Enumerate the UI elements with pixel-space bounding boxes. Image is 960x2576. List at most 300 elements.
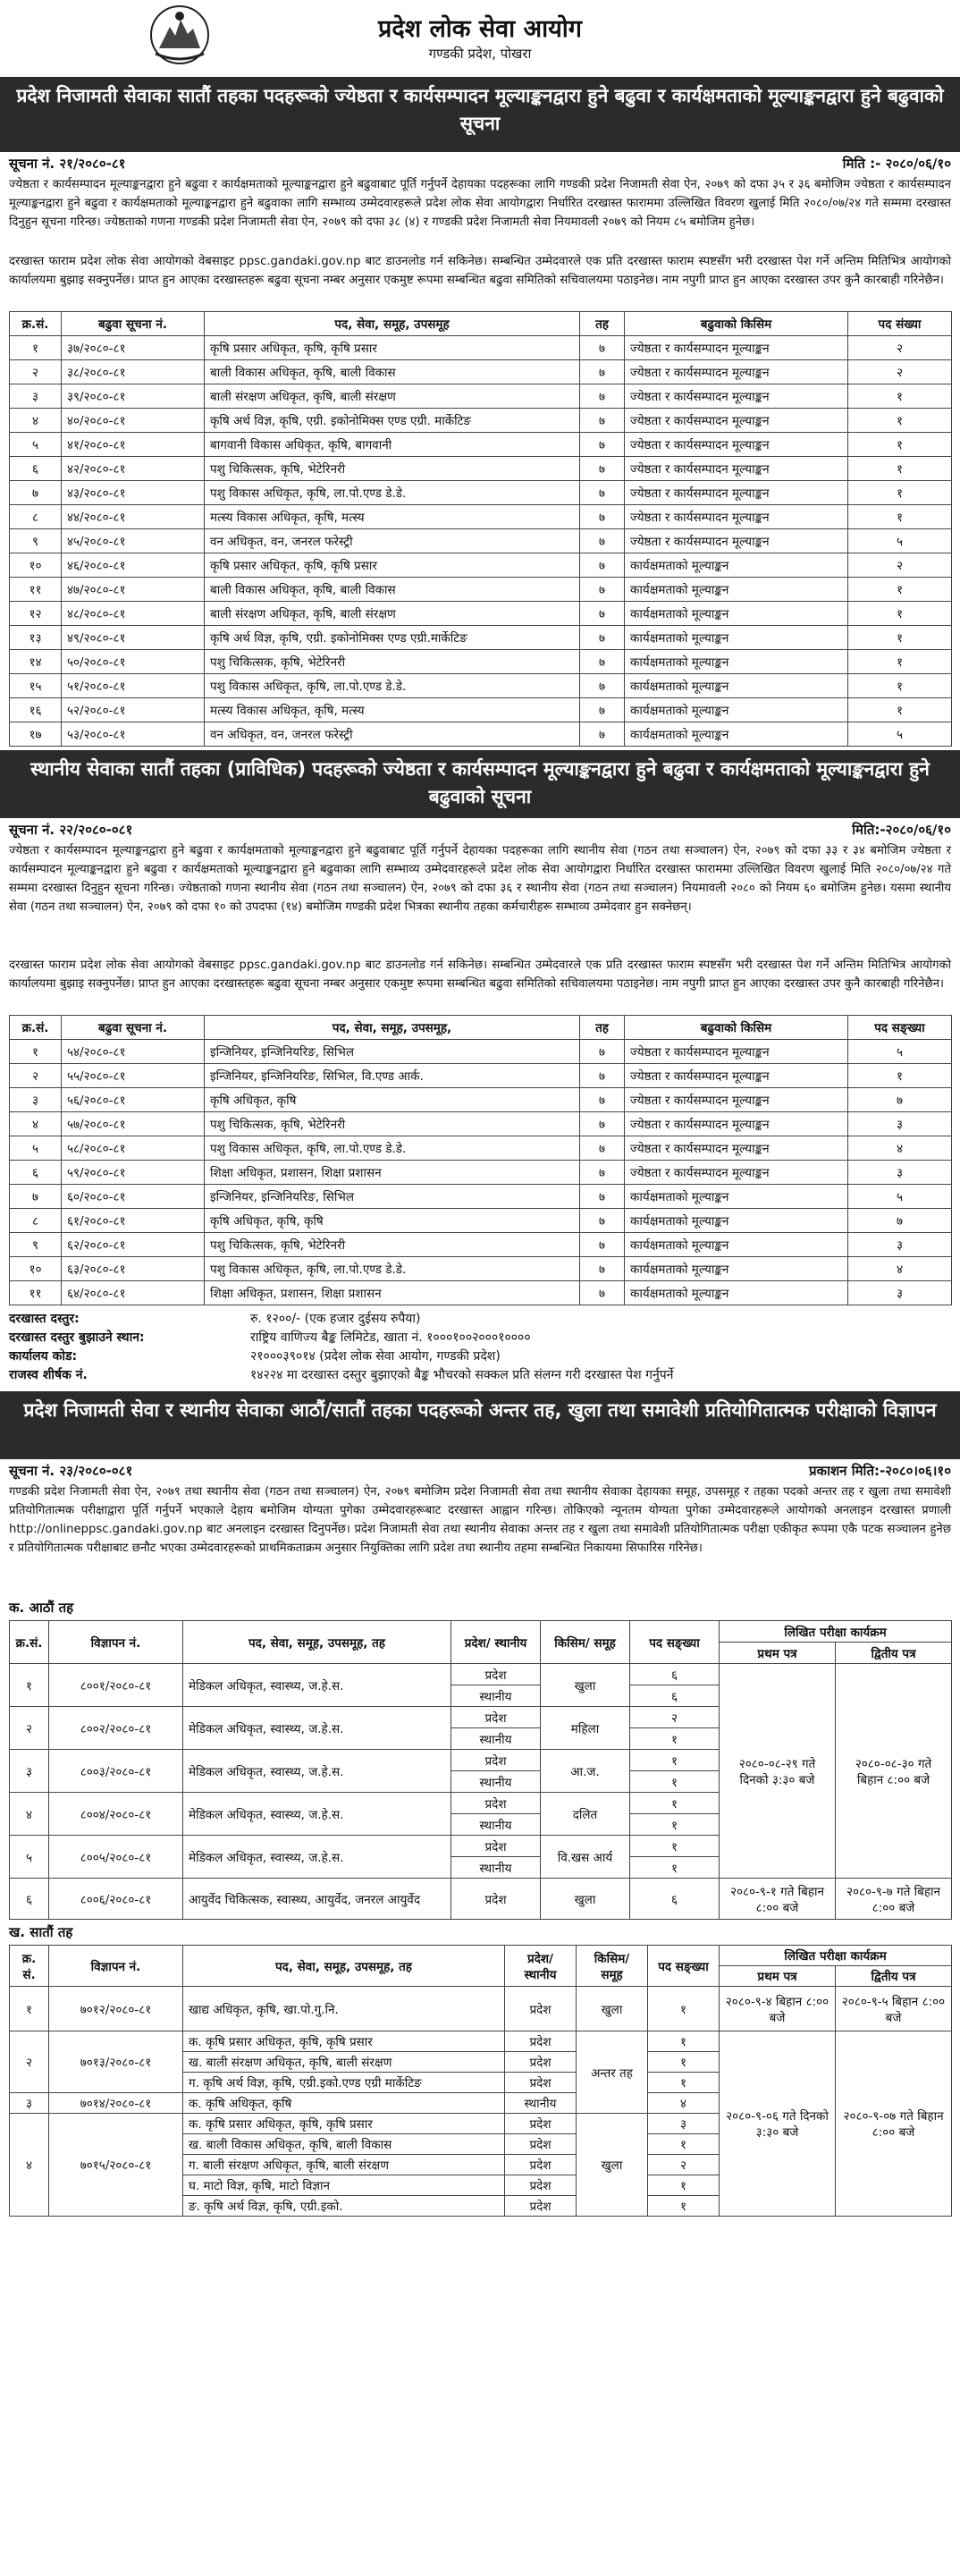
table-cell: २ [10, 1707, 49, 1750]
table-cell: ७०१५/२०८०-८१ [49, 2114, 183, 2217]
table-cell: ज्येष्ठता र कार्यसम्पादन मूल्याङ्कन [625, 433, 848, 457]
table-cell: ४ [10, 2114, 49, 2217]
table-cell: ८००१/२०८०-८१ [49, 1664, 183, 1707]
col-ad-no: विज्ञापन नं. [49, 1946, 183, 1987]
exam-second-paper: २०८०-९-५ बिहान ८:०० बजे [836, 1987, 952, 2031]
table-cell: आ.ज. [541, 1750, 630, 1793]
table-cell: ६३/२०८०-८१ [62, 1257, 205, 1281]
table-cell: क. कृषि अधिकृत, कृषि [183, 2093, 505, 2114]
table-cell: ५ [848, 722, 952, 747]
table-row [10, 1257, 952, 1281]
table-cell: पशु चिकित्सक, कृषि, भेटेरिनरी [205, 457, 580, 481]
table-cell: ९ [10, 529, 62, 553]
notice1-table [9, 311, 952, 747]
table-cell: कार्यक्षमताको मूल्याङ्कन [625, 722, 848, 747]
table-cell: वन अधिकृत, वन, जनरल फरेस्ट्री [205, 722, 580, 747]
table-cell: कार्यक्षमताको मूल्याङ्कन [625, 602, 848, 626]
table-cell: १४ [10, 650, 62, 674]
table-cell: कार्यक्षमताको मूल्याङ्कन [625, 626, 848, 650]
table-cell: ज्येष्ठता र कार्यसम्पादन मूल्याङ्कन [625, 409, 848, 433]
col-sn: क्र. सं. [10, 1946, 49, 1987]
table-row [10, 674, 952, 698]
table-cell: १ [848, 674, 952, 698]
col-province-local: प्रदेश/ स्थानीय [505, 1946, 577, 1987]
table-cell: १ [630, 1836, 720, 1857]
table-cell: ७ [848, 1088, 952, 1112]
table-cell: १ [848, 650, 952, 674]
table-row [10, 722, 952, 747]
table-cell: १० [10, 1257, 62, 1281]
table-cell: प्रदेश [451, 1836, 541, 1857]
table-cell: कृषि अधिकृत, कृषि [205, 1088, 580, 1112]
table-cell: खाद्य अधिकृत, कृषि, खा.पो.गु.नि. [183, 1987, 505, 2031]
table-cell: ७ [580, 578, 625, 602]
table-cell: मेडिकल अधिकृत, स्वास्थ्य, ज.हे.स. [183, 1793, 451, 1836]
table-cell: २ [10, 360, 62, 384]
table-cell: महिला [541, 1707, 630, 1750]
table-cell: पशु विकास अधिकृत, कृषि, ला.पो.एण्ड डे.डे. [205, 481, 580, 505]
table-cell: मेडिकल अधिकृत, स्वास्थ्य, ज.हे.स. [183, 1664, 451, 1707]
table-cell: ७ [580, 384, 625, 409]
table-cell: ६ [10, 1879, 49, 1920]
table-cell: ७ [848, 1209, 952, 1233]
table-cell: १ [648, 2175, 720, 2196]
notice2-number: सूचना नं. २२/२०८०-०८१ [9, 822, 133, 838]
header [0, 0, 960, 77]
table-cell: कृषि प्रसार अधिकृत, कृषि, कृषि प्रसार [205, 336, 580, 360]
table-cell: १० [10, 553, 62, 578]
table-cell: ज्येष्ठता र कार्यसम्पादन मूल्याङ्कन [625, 1161, 848, 1185]
org-subtitle: गण्डकी प्रदेश, पोखरा [428, 46, 532, 62]
table-row [10, 457, 952, 481]
table-cell: प्रदेश [505, 2031, 577, 2052]
table-row [10, 578, 952, 602]
table-cell: ३९/२०८०-८१ [62, 384, 205, 409]
notice3-title: प्रदेश निजामती सेवा र स्थानीय सेवाका आठौं/सातौं तहका पदहरूको अन्तर तह, खुला तथा समावेशी प्रतियोगितात्मक परीक्षाको विज्ञापन [0, 1391, 960, 1459]
table-cell: १ [648, 2073, 720, 2093]
table-cell: ज्येष्ठता र कार्यसम्पादन मूल्याङ्कन [625, 1064, 848, 1088]
table-cell: प्रदेश [505, 1987, 577, 2031]
col-posts: पद संख्या [848, 312, 952, 336]
table-cell: ५६/२०८०-८१ [62, 1088, 205, 1112]
table-cell: ७ [580, 1185, 625, 1209]
table-cell: ७ [580, 336, 625, 360]
table-cell: मेडिकल अधिकृत, स्वास्थ्य, ज.हे.स. [183, 1750, 451, 1793]
table-cell: १ [648, 2052, 720, 2073]
table-cell: कार्यक्षमताको मूल्याङ्कन [625, 578, 848, 602]
col-second-paper: द्वितीय पत्र [836, 1966, 952, 1987]
notice2-table [9, 1015, 952, 1305]
table-cell: प्रदेश [505, 2155, 577, 2175]
table-cell: अन्तर तह [577, 2031, 648, 2114]
notice3-date: प्रकाशन मिति:-२०८०।०६।१० [809, 1463, 951, 1479]
table-cell: २ [10, 2031, 49, 2093]
table-cell: वन अधिकृत, वन, जनरल फरेस्ट्री [205, 529, 580, 553]
table-cell: ७ [580, 674, 625, 698]
table-cell: ५१/२०८०-८१ [62, 674, 205, 698]
table-cell: ७ [10, 481, 62, 505]
table-cell: ७ [580, 1161, 625, 1185]
table-cell: ८००४/२०८०-८१ [49, 1793, 183, 1836]
table-cell: प्रदेश [451, 1879, 541, 1920]
table-cell: ज्येष्ठता र कार्यसम्पादन मूल्याङ्कन [625, 1040, 848, 1064]
table-cell: दलित [541, 1793, 630, 1836]
notice2-date: मिति:-२०८०/०६/१० [852, 822, 951, 838]
table-cell: ७ [580, 505, 625, 529]
table-cell: प्रदेश [505, 2196, 577, 2217]
table-cell: इन्जिनियर, इन्जिनियरिङ, सिभिल [205, 1185, 580, 1209]
table-cell: १ [10, 336, 62, 360]
table-cell: प्रदेश [505, 2134, 577, 2155]
table-cell: ७ [580, 457, 625, 481]
table-cell: ख. बाली विकास अधिकृत, कृषि, बाली विकास [183, 2134, 505, 2155]
table-cell: ७ [580, 1112, 625, 1136]
table-row [10, 433, 952, 457]
table-cell: पशु चिकित्सक, कृषि, भेटेरिनरी [205, 1112, 580, 1136]
table-cell: ५५/२०८०-८१ [62, 1064, 205, 1088]
table-cell: १ [648, 2031, 720, 2052]
table-cell: ६ [630, 1685, 720, 1707]
table-cell: आयुर्वेद चिकित्सक, स्वास्थ्य, आयुर्वेद, जनरल आयुर्वेद [183, 1879, 451, 1920]
table-cell: ४ [10, 1112, 62, 1136]
table-cell: ७ [580, 1040, 625, 1064]
table-cell: स्थानीय [451, 1728, 541, 1750]
table-cell: ७ [580, 722, 625, 747]
table-cell: ८००२/२०८०-८१ [49, 1707, 183, 1750]
table-cell: १ [630, 1793, 720, 1814]
table-cell: १ [848, 505, 952, 529]
table-cell: प्रदेश [451, 1750, 541, 1771]
table-cell: ज्येष्ठता र कार्यसम्पादन मूल्याङ्कन [625, 1112, 848, 1136]
col-level: तह [580, 312, 625, 336]
table-cell: कार्यक्षमताको मूल्याङ्कन [625, 1185, 848, 1209]
table-cell: १ [10, 1040, 62, 1064]
table-cell: पशु विकास अधिकृत, कृषि, ला.पो.एण्ड डे.डे. [205, 674, 580, 698]
notice2-title: स्थानीय सेवाका सातौं तहका (प्राविधिक) पदहरूको ज्येष्ठता र कार्यसम्पादन मूल्याङ्कनद्वारा हुने बढुवा र कार्यक्षमताको मूल्याङ्कनद्वारा हुने बढुवाको सूचना [0, 750, 960, 818]
table-cell: ७ [580, 1281, 625, 1305]
table-cell: ग. बाली संरक्षण अधिकृत, कृषि, बाली संरक्षण [183, 2155, 505, 2175]
table-cell: ४०/२०८०-८१ [62, 409, 205, 433]
exam-second-paper: २०८०-९-७ गते बिहान ८:०० बजे [836, 1879, 952, 1920]
notice1-date: मिति :- २०८०/०६/१० [842, 156, 951, 172]
table-cell: स्थानीय [451, 1857, 541, 1879]
table-cell: शिक्षा अधिकृत, प्रशासन, शिक्षा प्रशासन [205, 1161, 580, 1185]
table-cell: ५४/२०८०-८१ [62, 1040, 205, 1064]
table-cell: ४९/२०८०-८१ [62, 626, 205, 650]
table-cell: ७०१३/२०८०-८१ [49, 2031, 183, 2093]
table-cell: २ [848, 360, 952, 384]
table-cell: ८००३/२०८०-८१ [49, 1750, 183, 1793]
table-cell: ४ [848, 1136, 952, 1161]
table-cell: ७ [580, 481, 625, 505]
col-level: तह [580, 1016, 625, 1040]
table-cell: कृषि अर्थ विज्ञ, कृषि, एग्री. इकोनोमिक्स एण्ड एग्री.मार्केटिङ [205, 626, 580, 650]
table-cell: ७ [580, 626, 625, 650]
table-cell: ३ [10, 2093, 49, 2114]
table-cell: ४ [10, 409, 62, 433]
table-cell: २ [648, 2155, 720, 2175]
table-cell: ५ [848, 1185, 952, 1209]
col-province-local: प्रदेश/ स्थानीय [451, 1621, 541, 1664]
table-row [10, 1233, 952, 1257]
table-cell: इन्जिनियर, इन्जिनियरिङ, सिभिल, वि.एण्ड आर्क. [205, 1064, 580, 1088]
table-cell: ६२/२०८०-८१ [62, 1233, 205, 1257]
table-cell: १ [848, 481, 952, 505]
table-cell: ७०१२/२०८०-८१ [49, 1987, 183, 2031]
table-cell: १३ [10, 626, 62, 650]
table-cell: ज्येष्ठता र कार्यसम्पादन मूल्याङ्कन [625, 336, 848, 360]
table-cell: ४६/२०८०-८१ [62, 553, 205, 578]
notice1-meta [0, 152, 960, 175]
notice2-para1: ज्येष्ठता र कार्यसम्पादन मूल्याङ्कनद्वारा हुने बढुवा र कार्यक्षमताको मूल्याङ्कनद्वारा हुने बढुवाबाट पूर्ति गर्नुपर्ने देहायका पदहरूका लागि स्थानीय सेवा (गठन तथा सञ्चालन) ऐन, २०७९ को दफा ३३ र ३४ बमोजिम ज्येष्ठता र कार्यसम्पादन मूल्याङ्कनद्वारा हुने बढुवा र कार्यक्षमताको मूल्याङ्कनद्वारा हुने बढुवाका लागि सम्भाव्य उम्मेदवारहरूले प्रदेश लोक सेवा आयोगद्वारा निर्धारित दरखास्त फाराममा उल्लिखित विवरण खुलाई मिति २०८०/०७/२४ गते सम्ममा दरखास्त दिनुहुन सूचना गरिन्छ। ज्येष्ठताको गणना स्थानीय सेवा (गठन तथा सञ्चालन) ऐन, २०७९ को दफा ३६ र स्थानीय सेवा (गठन तथा सञ्चालन) नियमावली २०८० को नियम ६० बमोजिम हुनेछ। यसमा स्थानीय सेवा (गठन तथा सञ्चालन) ऐन, २०७९ को दफा १० को उपदफा (१४) बमोजिम गण्डकी प्रदेश भित्रका स्थानीय तहका कर्मचारीहरू सम्भाव्य उम्मेदवार हुन सक्नेछन्। [9, 844, 951, 914]
table-cell: वि.खस आर्य [541, 1836, 630, 1879]
table-cell: २ [848, 336, 952, 360]
col-ad-no: विज्ञापन नं. [49, 1621, 183, 1664]
notice1-para1: ज्येष्ठता र कार्यसम्पादन मूल्याङ्कनद्वारा हुने बढुवा र कार्यक्षमताको मूल्याङ्कनद्वारा हुने बढुवाबाट पूर्ति गर्नुपर्ने देहायका पदहरूका लागि गण्डकी प्रदेश निजामती सेवा ऐन, २०७९ को दफा ३५ र ३६ बमोजिम ज्येष्ठता र कार्यसम्पादन मूल्याङ्कनद्वारा हुने बढुवा र कार्यक्षमताको मूल्याङ्कनद्वारा हुने बढुवाका लागि सम्भाव्य उम्मेदवारहरूले प्रदेश लोक सेवा आयोगद्वारा निर्धारित दरखास्त फाराममा उल्लिखित विवरण खुलाई मिति २०८०/०७/२४ गते सम्ममा दरखास्त दिनुहुन सूचना गरिन्छ। ज्येष्ठताको गणना गण्डकी प्रदेश निजामती सेवा ऐन, २०७९ को दफा ३८ (४) र गण्डकी प्रदेश निजामती सेवा नियमावली २०७९ को नियम ८५ बमोजिम हुनेछ। [9, 178, 951, 229]
exam-second-paper: २०८०-०८-३० गते बिहान ८:०० बजे [836, 1664, 952, 1879]
table-row [10, 553, 952, 578]
table-row [10, 698, 952, 722]
table-cell: ३ [848, 1161, 952, 1185]
exam-first-paper: २०८०-९-४ बिहान ८:०० बजे [720, 1987, 836, 2031]
section-b-table [9, 1945, 952, 2217]
col-written-exam: लिखित परीक्षा कार्यक्रम [720, 1621, 952, 1643]
table-cell: ९ [10, 1233, 62, 1257]
table-row [10, 1185, 952, 1209]
table-cell: स्थानीय [451, 1685, 541, 1707]
table-cell: १ [648, 2196, 720, 2217]
table-row [10, 336, 952, 360]
table-cell: ७ [580, 698, 625, 722]
col-promotion-type: बढुवाको किसिम [625, 312, 848, 336]
fee-row: कार्यालय कोड: २१०००३९०१४ (प्रदेश लोक सेवा आयोग, गण्डकी प्रदेश) [9, 1349, 501, 1364]
table-cell: ४३/२०८०-८१ [62, 481, 205, 505]
org-title: प्रदेश लोक सेवा आयोग [378, 15, 582, 43]
table-cell: प्रदेश [451, 1793, 541, 1814]
table-cell: इन्जिनियर, इन्जिनियरिङ, सिभिल [205, 1040, 580, 1064]
table-cell: कृषि अर्थ विज्ञ, कृषि, एग्री. इकोनोमिक्स एण्ड एग्री. मार्केटिङ [205, 409, 580, 433]
table-cell: मत्स्य विकास अधिकृत, कृषि, मत्स्य [205, 505, 580, 529]
table-cell: ३ [848, 1233, 952, 1257]
table-cell: बाली विकास अधिकृत, कृषि, बाली विकास [205, 578, 580, 602]
col-posts: पद सङ्ख्या [630, 1621, 720, 1664]
table-row [10, 650, 952, 674]
table-cell: घ. माटो विज्ञ, कृषि, माटो विज्ञान [183, 2175, 505, 2196]
table-cell: ७ [580, 409, 625, 433]
table-cell: ख. बाली संरक्षण अधिकृत, कृषि, बाली संरक्षण [183, 2052, 505, 2073]
table-cell: खुला [577, 2114, 648, 2217]
table-cell: ७०१४/२०८०-८१ [49, 2093, 183, 2114]
table-cell: ६ [10, 1161, 62, 1185]
table-row [10, 2031, 952, 2052]
table-cell: ५९/२०८०-८१ [62, 1161, 205, 1185]
col-post: पद, सेवा, समूह, उपसमूह [205, 312, 580, 336]
exam-first-paper: २०८०-०८-२९ गते दिनको ३:३० बजे [720, 1664, 836, 1879]
table-cell: ७ [580, 553, 625, 578]
table-cell: ज्येष्ठता र कार्यसम्पादन मूल्याङ्कन [625, 384, 848, 409]
table-cell: ४५/२०८०-८१ [62, 529, 205, 553]
table-cell: १ [648, 2134, 720, 2155]
table-cell: १ [848, 384, 952, 409]
table-cell: ४८/२०८०-८१ [62, 602, 205, 626]
table-row [10, 1281, 952, 1305]
table-cell: कार्यक्षमताको मूल्याङ्कन [625, 674, 848, 698]
table-cell: बाली विकास अधिकृत, कृषि, बाली विकास [205, 360, 580, 384]
table-cell: ८ [10, 1209, 62, 1233]
table-cell: ४ [848, 1257, 952, 1281]
table-cell: प्रदेश [505, 2175, 577, 2196]
table-cell: ५ [848, 529, 952, 553]
section-b-heading: ख. सातौं तह [9, 1924, 73, 1940]
table-row [10, 384, 952, 409]
fee-row: राजस्व शीर्षक नं. १४२२४ मा दरखास्त दस्तुर बुझाएको बैङ्क भौचरको सक्कल प्रति संलग्न गरी दरखास्त पेश गर्नुपर्ने [9, 1368, 674, 1382]
table-cell: ४२/२०८०-८१ [62, 457, 205, 481]
table-row [10, 529, 952, 553]
fee-row: दरखास्त दस्तुर बुझाउने स्थान: राष्ट्रिय वाणिज्य बैङ्क लिमिटेड, खाता नं. १०००१००२०००१०००० [9, 1330, 531, 1345]
table-cell: कार्यक्षमताको मूल्याङ्कन [625, 698, 848, 722]
table-cell: ७ [580, 1209, 625, 1233]
table-cell: १ [630, 1771, 720, 1793]
table-cell: ५८/२०८०-८१ [62, 1136, 205, 1161]
col-post: पद, सेवा, समूह, उपसमूह, तह [183, 1621, 451, 1664]
table-cell: ७ [580, 433, 625, 457]
table-cell: ११ [10, 1281, 62, 1305]
fee-info [0, 1307, 960, 1388]
table-cell: ४४/२०८०-८१ [62, 505, 205, 529]
table-cell: मत्स्य विकास अधिकृत, कृषि, मत्स्य [205, 698, 580, 722]
table-cell: ५३/२०८०-८१ [62, 722, 205, 747]
table-row [10, 1664, 952, 1685]
table-cell: १ [848, 698, 952, 722]
table-cell: १५ [10, 674, 62, 698]
table-cell: ८००५/२०८०-८१ [49, 1836, 183, 1879]
table-row [10, 1040, 952, 1064]
col-type: किसिम/ समूह [541, 1621, 630, 1664]
table-cell: १ [848, 409, 952, 433]
table-cell: ५२/२०८०-८१ [62, 698, 205, 722]
table-cell: प्रदेश [505, 2114, 577, 2134]
table-cell: १ [848, 1064, 952, 1088]
table-cell: कार्यक्षमताको मूल्याङ्कन [625, 1233, 848, 1257]
table-cell: १ [10, 1987, 49, 2031]
table-cell: ४ [10, 1793, 49, 1836]
col-first-paper: प्रथम पत्र [720, 1966, 836, 1987]
table-cell: ८ [10, 505, 62, 529]
table-cell: पशु विकास अधिकृत, कृषि, ला.पो.एण्ड डे.डे. [205, 1257, 580, 1281]
table-row [10, 1987, 952, 2031]
table-cell: स्थानीय [505, 2093, 577, 2114]
table-cell: खुला [541, 1879, 630, 1920]
col-notice-no: बढुवा सूचना नं. [62, 1016, 205, 1040]
table-cell: १२ [10, 602, 62, 626]
table-row [10, 481, 952, 505]
table-cell: १ [630, 1728, 720, 1750]
fee-row: दरखास्त दस्तुर: रु. १२००/- (एक हजार दुईसय रुपैया) [9, 1312, 421, 1326]
table-cell: स्थानीय [451, 1771, 541, 1793]
table-row [10, 360, 952, 384]
table-cell: कार्यक्षमताको मूल्याङ्कन [625, 1281, 848, 1305]
table-cell: ३७/२०८०-८१ [62, 336, 205, 360]
col-post: पद, सेवा, समूह, उपसमूह, [205, 1016, 580, 1040]
table-cell: १ [630, 1857, 720, 1879]
col-first-paper: प्रथम पत्र [720, 1643, 836, 1664]
table-cell: ग. कृषि अर्थ विज्ञ, कृषि, एग्री.इको.एण्ड एग्री मार्केटिङ [183, 2073, 505, 2093]
table-cell: ५७/२०८०-८१ [62, 1112, 205, 1136]
col-posts: पद सङ्ख्या [848, 1016, 952, 1040]
notice2-meta [0, 818, 960, 841]
col-written-exam: लिखित परीक्षा कार्यक्रम [720, 1946, 952, 1966]
table-cell: १ [848, 578, 952, 602]
table-cell: मेडिकल अधिकृत, स्वास्थ्य, ज.हे.स. [183, 1707, 451, 1750]
col-type: किसिम/ समूह [577, 1946, 648, 1987]
table-row [10, 505, 952, 529]
table-cell: ६ [630, 1879, 720, 1920]
table-cell: ४१/२०८०-८१ [62, 433, 205, 457]
table-cell: शिक्षा अधिकृत, प्रशासन, शिक्षा प्रशासन [205, 1281, 580, 1305]
table-row [10, 1209, 952, 1233]
col-promotion-type: बढुवाको किसिम [625, 1016, 848, 1040]
notice3-number: सूचना नं. २३/२०८०-०८१ [9, 1463, 133, 1479]
table-cell: ७ [580, 1233, 625, 1257]
table-row [10, 409, 952, 433]
table-cell: प्रदेश [505, 2073, 577, 2093]
table-row [10, 1161, 952, 1185]
table-cell: प्रदेश [451, 1707, 541, 1728]
table-cell: ज्येष्ठता र कार्यसम्पादन मूल्याङ्कन [625, 457, 848, 481]
table-cell: २ [630, 1707, 720, 1728]
notice2-para2: दरखास्त फाराम प्रदेश लोक सेवा आयोगको वेबसाइट ppsc.gandaki.gov.np बाट डाउनलोड गर्न सकिनेछ। सम्बन्धित उम्मेदवारले एक प्रति दरखास्त फाराम स्पष्टसँग भरी दरखास्त पेश गर्ने अन्तिम मितिभित्र आयोगको कार्यालयमा बुझाइ सक्नुपर्नेछ। प्राप्त हुन आएका दरखास्तहरू बढुवा सूचना नम्बर अनुसार एकमुष्ट रूपमा सम्बन्धित बढुवा समितिको सचिवालयमा पठाइनेछ। नाम नपुगी प्राप्त हुन आएका दरखास्त उपर कुनै कारबाही गरिनेछैन। [9, 959, 951, 991]
table-cell: ११ [10, 578, 62, 602]
table-cell: ङ. कृषि अर्थ विज्ञ, कृषि, एग्री.इको. [183, 2196, 505, 2217]
table-cell: ३ [848, 1112, 952, 1136]
table-cell: ४ [648, 2093, 720, 2114]
table-cell: ज्येष्ठता र कार्यसम्पादन मूल्याङ्कन [625, 1088, 848, 1112]
table-cell: कार्यक्षमताको मूल्याङ्कन [625, 650, 848, 674]
table-cell: ६ [10, 457, 62, 481]
table-cell: ७ [580, 1257, 625, 1281]
table-cell: पशु चिकित्सक, कृषि, भेटेरिनरी [205, 650, 580, 674]
table-cell: ७ [580, 1088, 625, 1112]
table-cell: पशु चिकित्सक, कृषि, भेटेरिनरी [205, 1233, 580, 1257]
notice1-title: प्रदेश निजामती सेवाका सातौं तहका पदहरूको ज्येष्ठता र कार्यसम्पादन मूल्याङ्कनद्वारा हुने बढुवा र कार्यक्षमताको मूल्याङ्कनद्वारा हुने बढुवाको सूचना [0, 77, 960, 152]
table-cell: ८००६/२०८०-८१ [49, 1879, 183, 1920]
table-cell: ३ [10, 1750, 49, 1793]
table-row [10, 1064, 952, 1088]
table-cell: खुला [577, 1987, 648, 2031]
table-cell: ६१/२०८०-८१ [62, 1209, 205, 1233]
table-cell: ७ [580, 650, 625, 674]
col-posts: पद सङ्ख्या [648, 1946, 720, 1987]
table-cell: कृषि अधिकृत, कृषि, कृषि [205, 1209, 580, 1233]
table-cell: ६४/२०८०-८१ [62, 1281, 205, 1305]
table-row [10, 1088, 952, 1112]
exam-first-paper: २०८०-९-०६ गते दिनको ३:३० बजे [720, 2031, 836, 2217]
col-post: पद, सेवा, समूह, उपसमूह, तह [183, 1946, 505, 1987]
table-cell: ५ [848, 1040, 952, 1064]
notice3-meta [0, 1459, 960, 1482]
table-cell: १६ [10, 698, 62, 722]
table-cell: कार्यक्षमताको मूल्याङ्कन [625, 1209, 848, 1233]
section-a-heading: क. आठौं तह [9, 1600, 74, 1616]
col-sn: क्र.सं. [10, 312, 62, 336]
table-cell: ७ [580, 1064, 625, 1088]
notice1-para2: दरखास्त फाराम प्रदेश लोक सेवा आयोगको वेबसाइट ppsc.gandaki.gov.np बाट डाउनलोड गर्न सकिनेछ। सम्बन्धित उम्मेदवारले एक प्रति दरखास्त फाराम स्पष्टसँग भरी दरखास्त पेश गर्ने अन्तिम मितिभित्र आयोगको कार्यालयमा बुझाइ सक्नुपर्नेछ। प्राप्त हुन आएका दरखास्तहरू बढुवा सूचना नम्बर अनुसार एकमुष्ट रूपमा सम्बन्धित बढुवा समितिको सचिवालयमा पठाइनेछ। नाम नपुगी प्राप्त हुन आएका दरखास्त उपर कुनै कारबाही गरिनेछैन। [9, 255, 951, 287]
table-row [10, 1136, 952, 1161]
notice1-number: सूचना नं. २१/२०८०-८१ [9, 156, 126, 172]
table-cell: ज्येष्ठता र कार्यसम्पादन मूल्याङ्कन [625, 481, 848, 505]
table-cell: ७ [10, 1185, 62, 1209]
table-cell: स्थानीय [451, 1814, 541, 1836]
